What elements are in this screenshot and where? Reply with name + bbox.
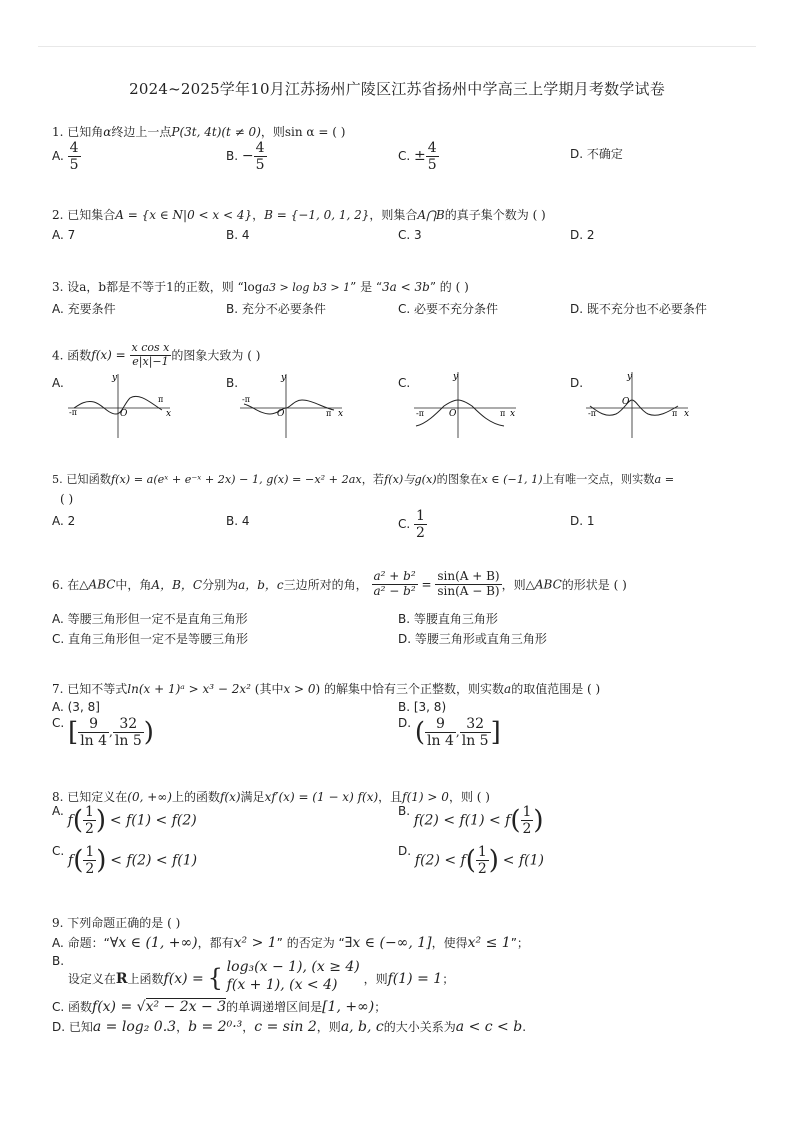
q8-option-b[interactable]	[398, 804, 544, 837]
q4-option-d-label[interactable]: D.	[570, 376, 584, 390]
q8-c-rest: < f(2) < f(1)	[110, 852, 198, 869]
q7-d-frac-1	[425, 716, 456, 749]
q7-d-lparen: (	[414, 717, 426, 748]
q9-b-end: ，则	[363, 971, 388, 986]
question-5	[52, 471, 674, 487]
q1-text-d: = ( )	[314, 125, 346, 139]
q3-cond-2: 3a < 3b	[382, 280, 430, 294]
q6-rhs-den: sin(A − B)	[437, 583, 500, 598]
q7-a: a	[504, 682, 512, 696]
q6-text-b: 中，角	[115, 577, 152, 592]
q6-rhs-num: sin(A + B)	[437, 569, 500, 583]
q6-eq: =	[421, 577, 432, 592]
q7-c-n1: 9	[78, 716, 109, 733]
q7-option-c[interactable]	[52, 716, 154, 749]
q9-b-label: B.	[52, 954, 65, 968]
q9-b-cases	[227, 958, 360, 994]
q3-option-a[interactable]: A. 充要条件	[52, 302, 116, 316]
q9-b-semi: ；	[442, 971, 455, 986]
q8-text-b: 上的函数	[171, 790, 220, 804]
q3-cond-1: a3 > log b3 > 1	[262, 281, 351, 294]
q4b-y-label: y	[281, 373, 287, 383]
q2-text-b: ，则集合	[369, 208, 418, 222]
q3-option-c[interactable]: C. 必要不充分条件	[398, 302, 499, 316]
q7-d-comma: ,	[455, 725, 460, 740]
q8-d-half	[476, 844, 489, 877]
q7-d-n1: 9	[425, 716, 456, 733]
q5-paren: ( )	[60, 492, 74, 506]
q9-a-mid3: ，使得	[431, 936, 468, 950]
q6-option-c[interactable]: C. 直角三角形但一定不是等腰三角形	[52, 632, 249, 646]
q9-d-a: a = log₂ 0.3	[92, 1019, 177, 1035]
q5-domain: x ∈ (−1, 1)	[481, 473, 543, 486]
q8-option-d[interactable]	[398, 844, 544, 877]
q9-d-abc: a, b, c	[340, 1019, 384, 1035]
q9-d-mid2: 的大小关系为	[383, 1020, 456, 1034]
q5-c-fraction	[414, 508, 427, 541]
q9-b-pre: 设定义在	[67, 971, 116, 986]
q4c-curve	[416, 400, 504, 426]
q4a-x-label: x	[166, 409, 172, 419]
q7-d-d1: ln 4	[427, 733, 454, 750]
q8-text-a: 8. 已知定义在	[52, 790, 128, 804]
q8-b-pre: f(2) < f(1) < f	[413, 812, 511, 829]
q9-b-fx: f(x) =	[163, 970, 204, 987]
q1-text-a: 1. 已知角	[52, 125, 104, 139]
q1-option-b[interactable]	[226, 140, 267, 173]
q3-text-a: 3. 设a，b都是不等于1的正数，则 “log	[52, 280, 263, 294]
q1-c-label: C.	[398, 149, 411, 164]
q8-fx: f(x)	[219, 790, 241, 804]
q7-inequality: ln(x + 1)ᵃ > x³ − 2x²	[127, 682, 251, 696]
q8-a-half-n: 1	[84, 804, 94, 820]
q6-text-a: 6. 在	[52, 577, 80, 592]
q4-fraction	[130, 342, 172, 368]
q1-alpha: α	[103, 125, 112, 139]
q8-a-rparen: )	[95, 805, 107, 836]
q4b-curve	[244, 400, 334, 414]
q4a-neg-pi: -π	[69, 408, 77, 417]
q9-b-val: f(1) = 1	[387, 970, 443, 987]
q7-c-d2: ln 5	[114, 733, 142, 750]
q8-c-half-n: 1	[85, 844, 95, 860]
q7-c-d1: ln 4	[80, 733, 108, 750]
q9-d-end: .	[522, 1020, 527, 1034]
q8-option-a[interactable]	[52, 804, 197, 837]
q7-condition: x > 0	[283, 682, 316, 696]
q8-c-f: f	[68, 852, 74, 869]
q5-text-a: 5. 已知函数	[52, 473, 111, 486]
q1-c-den: 5	[427, 157, 437, 174]
q7-c-frac-2	[113, 716, 144, 749]
q5-option-a[interactable]: A. 2	[52, 514, 76, 528]
q9-b-mid: 上函数	[127, 971, 164, 986]
q2-text-c: 的真子集个数为 ( )	[444, 208, 546, 222]
q9-d-sep-2: ，	[242, 1020, 255, 1034]
page-title: 2024~2025学年10月江苏扬州广陵区江苏省扬州中学高三上学期月考数学试卷	[129, 80, 665, 98]
q7-text-d: 的取值范围是 ( )	[511, 682, 601, 696]
q9-b-brace: {	[207, 964, 223, 993]
q8-domain: (0, +∞)	[127, 790, 172, 804]
q9-option-d[interactable]	[52, 1018, 526, 1035]
q7-d-frac-2	[460, 716, 491, 749]
q8-b-lparen: (	[510, 805, 521, 836]
q7-d-d2: ln 5	[461, 733, 489, 750]
q1-point: P(3t, 4t)(t ≠ 0)	[171, 125, 261, 139]
q9-c-end: ；	[374, 1000, 387, 1014]
q1-option-c[interactable]	[398, 140, 439, 173]
q4b-origin: O	[277, 409, 285, 419]
q7-option-d[interactable]	[398, 716, 501, 749]
q9-a-m2: x² > 1	[233, 935, 277, 951]
q5-c-label: C.	[398, 517, 411, 532]
q9-b-body	[68, 970, 204, 987]
q8-d-label: D.	[398, 844, 412, 858]
q9-option-a[interactable]	[52, 934, 529, 951]
q6-rhs	[435, 570, 501, 599]
q7-d-n2: 32	[460, 716, 491, 733]
q9-option-b[interactable]	[52, 954, 454, 994]
q5-fg: f(x)与g(x)	[384, 473, 437, 486]
q5-text-b: ，若	[361, 473, 385, 486]
question-3	[52, 278, 469, 295]
q4-graph-a[interactable]	[66, 368, 176, 440]
q8-text-e: ，则 ( )	[448, 790, 490, 804]
q3-text-c: ” 的 ( )	[429, 280, 469, 294]
q6-triangle-2: △ABC	[525, 577, 562, 592]
question-8	[52, 788, 490, 805]
q6-text-c: 分别为	[202, 577, 239, 592]
q6-option-d[interactable]: D. 等腰三角形或直角三角形	[398, 632, 547, 646]
q9-a-end: ”；	[510, 936, 529, 950]
q4b-pi: π	[326, 409, 332, 418]
q1-text-c: ，则	[260, 125, 285, 139]
q1-c-fraction	[426, 140, 439, 173]
q7-text-b: (其中	[250, 682, 284, 696]
q3-option-b[interactable]: B. 充分不必要条件	[226, 302, 326, 316]
q6-lhs	[372, 570, 418, 599]
q8-condition: f(1) > 0	[402, 790, 449, 804]
q8-c-half	[83, 844, 96, 877]
q1-c-pm: ±	[414, 148, 426, 165]
q1-b-label: B.	[226, 149, 239, 164]
q3-option-d[interactable]: D. 既不充分也不必要条件	[570, 302, 707, 316]
q1-text-b: 终边上一点	[111, 125, 172, 139]
q6-option-b[interactable]: B. 等腰直角三角形	[398, 612, 498, 626]
q8-c-label: C.	[52, 844, 65, 858]
q9-c-interval: [1, +∞)	[322, 999, 375, 1015]
q4d-x-label: x	[684, 409, 690, 419]
q1-a-fraction	[68, 140, 81, 173]
q4d-pi: π	[672, 409, 678, 418]
q6-triangle: △ABC	[79, 577, 116, 592]
q2-expr: A⋂B	[417, 208, 445, 222]
q7-c-frac-1	[78, 716, 109, 749]
q2-set-a: A = {x ∈ N|0 < x < 4}	[115, 208, 253, 222]
q1-a-den: 5	[69, 157, 79, 174]
q8-d-half-d: 2	[477, 861, 487, 878]
q9-b-case-1: log₃(x − 1), (x ≥ 4)	[226, 959, 360, 975]
q8-d-rest: < f(1)	[502, 852, 544, 869]
q4c-origin: O	[449, 409, 457, 419]
q8-d-half-n: 1	[477, 844, 487, 860]
q1-c-num: 4	[427, 140, 437, 156]
q4d-y-label: y	[627, 372, 633, 382]
q6-lhs-num: a² + b²	[373, 569, 416, 583]
q8-d-pre: f(2) < f	[414, 852, 466, 869]
q4-option-a-label[interactable]: A.	[52, 376, 64, 390]
q1-b-den: 5	[255, 157, 265, 174]
q1-option-a[interactable]	[52, 140, 81, 173]
q5-option-b[interactable]: B. 4	[226, 514, 250, 528]
q8-text-d: ，且	[378, 790, 403, 804]
q1-a-label: A.	[52, 149, 64, 164]
q5-c-num: 1	[416, 508, 425, 524]
question-6	[52, 570, 627, 599]
q2-option-d[interactable]: D. 2	[570, 228, 595, 242]
q8-c-lparen: (	[73, 845, 84, 876]
q9-d-c: c = sin 2	[254, 1019, 317, 1035]
q1-option-d[interactable]: D. 不确定	[570, 147, 623, 161]
q6-option-a[interactable]: A. 等腰三角形但一定不是直角三角形	[52, 612, 248, 626]
q4d-origin: O	[622, 397, 630, 407]
q1-b-num: 4	[255, 140, 265, 156]
q4-text-b: 的图象大致为 ( )	[171, 348, 261, 363]
q4a-y-label: y	[112, 373, 118, 383]
q5-text-c: 的图象在	[436, 473, 482, 486]
q6-angles: A，B，C	[151, 577, 203, 592]
question-1	[52, 123, 345, 140]
q9-c-fx: f(x) = √	[92, 999, 146, 1015]
q4b-x-label: x	[338, 409, 344, 419]
q4c-neg-pi: -π	[416, 409, 424, 418]
q9-d-b: b = 2⁰·³	[188, 1019, 243, 1035]
q6-text-d: 三边所对的角，	[283, 577, 368, 592]
q8-b-rparen: )	[533, 805, 544, 836]
q6-text-e: ，则	[501, 577, 526, 592]
q4-graph-d[interactable]	[584, 368, 694, 440]
q8-a-lparen: (	[72, 805, 83, 836]
q8-a-rest: < f(1) < f(2)	[109, 812, 197, 829]
q8-b-half-d: 2	[522, 821, 532, 838]
q4c-x-label: x	[510, 409, 516, 419]
q6-lhs-den: a² − b²	[373, 583, 416, 598]
q5-c-den: 2	[416, 525, 425, 542]
q8-b-half-n: 1	[522, 804, 532, 820]
q7-text-a: 7. 已知不等式	[52, 682, 128, 696]
q8-c-rparen: )	[96, 845, 107, 876]
q4-option-b-label[interactable]: B.	[226, 376, 239, 390]
q4-text-a: 4. 函数	[52, 348, 92, 363]
q9-a-m4: x² ≤ 1	[467, 935, 511, 951]
q9-b-r: R	[115, 970, 128, 987]
q2-text-a: 2. 已知集合	[52, 208, 116, 222]
q9-d-pre: D. 已知	[52, 1020, 93, 1034]
q9-a-m3: ∃x ∈ (−∞, 1]	[344, 935, 432, 951]
q4c-pi: π	[500, 409, 506, 418]
q4a-pi: π	[158, 395, 164, 404]
q5-functions: f(x) = a(eˣ + e⁻ˣ + 2x) − 1, g(x) = −x² + 2ax	[110, 473, 362, 486]
q4d-neg-pi: -π	[588, 409, 596, 418]
q8-a-label: A.	[52, 804, 64, 818]
q1-b-fraction	[254, 140, 267, 173]
q7-option-a[interactable]: A. (3, 8]	[52, 700, 100, 714]
q6-text-f: 的形状是 ( )	[561, 577, 627, 592]
q7-c-rparen: )	[143, 717, 154, 748]
q4-den: e|x|−1	[132, 354, 169, 368]
q4-num: x cos x	[131, 341, 170, 354]
q4c-y-label: y	[453, 372, 459, 382]
q4a-origin: O	[120, 409, 128, 419]
q2-option-b[interactable]: B. 4	[226, 228, 250, 242]
q9-c-radicand: x² − 2x − 3	[145, 999, 227, 1015]
question-4	[52, 342, 260, 368]
q7-c-lbracket: [	[68, 717, 79, 748]
q9-d-sep-1: ，	[176, 1020, 189, 1034]
q4-graph-c[interactable]	[412, 368, 522, 440]
q9-a-mid: ，都有	[197, 936, 234, 950]
q8-c-half-d: 2	[85, 861, 95, 878]
q1-a-num: 4	[69, 140, 79, 156]
q7-text-c: ) 的解集中恰有三个正整数，则实数	[315, 682, 505, 696]
q8-b-label: B.	[398, 804, 411, 818]
q4-fx: f(x) =	[91, 348, 126, 363]
header-rule	[38, 46, 756, 47]
q7-option-b[interactable]: B. [3, 8)	[398, 700, 447, 714]
q1-b-minus: −	[241, 148, 254, 165]
q9-d-mid: ，则	[316, 1020, 341, 1034]
q2-option-c[interactable]: C. 3	[398, 228, 422, 242]
q8-a-half-d: 2	[84, 821, 94, 838]
q7-c-n2: 32	[113, 716, 144, 733]
q8-a-half	[83, 804, 96, 837]
q5-option-c[interactable]	[398, 508, 427, 541]
q9-c-mid: 的单调递增区间是	[226, 1000, 323, 1014]
q8-b-half	[521, 804, 534, 837]
q7-c-label: C.	[52, 716, 65, 730]
q1-expr: sin α	[284, 125, 315, 139]
q6-sides: a，b，c	[238, 577, 284, 592]
q2-option-a[interactable]: A. 7	[52, 228, 76, 242]
q7-d-rbracket: ]	[490, 717, 501, 748]
q4-option-c-label[interactable]: C.	[398, 376, 411, 390]
q8-d-rparen: )	[488, 845, 499, 876]
q8-option-c[interactable]	[52, 844, 197, 877]
q9-option-c[interactable]	[52, 998, 386, 1015]
q5-text-d: 上有唯一交点，则实数	[542, 473, 655, 486]
q9-a-m1: ∀x ∈ (1, +∞)	[109, 935, 198, 951]
q5-a: a =	[654, 473, 675, 486]
q4b-neg-pi: -π	[242, 395, 250, 404]
q8-a-f: f	[67, 812, 73, 829]
q7-d-label: D.	[398, 716, 412, 730]
question-9: 9. 下列命题正确的是 ( )	[52, 916, 181, 930]
q5-option-d[interactable]: D. 1	[570, 514, 595, 528]
q3-text-b: ” 是 “	[350, 280, 383, 294]
question-7	[52, 680, 600, 697]
q2-set-b: B = {−1, 0, 1, 2}	[264, 208, 370, 222]
q4-graph-b[interactable]	[238, 368, 348, 440]
q9-b-case-2: f(x + 1), (x < 4)	[226, 977, 338, 994]
q9-c-pre: C. 函数	[52, 1000, 93, 1014]
question-2	[52, 206, 546, 223]
q7-c-comma: ,	[109, 725, 113, 740]
q8-d-lparen: (	[465, 845, 476, 876]
q9-b-tail	[364, 970, 455, 987]
q9-a-mid2: ” 的否定为 “	[276, 936, 345, 950]
q2-sep: ，	[252, 208, 265, 222]
q8-equation: xf′(x) = (1 − x) f(x)	[264, 790, 379, 804]
q9-d-relation: a < c < b	[455, 1019, 523, 1035]
q8-text-c: 满足	[240, 790, 265, 804]
q9-a-pre: A. 命题：“	[52, 936, 110, 950]
